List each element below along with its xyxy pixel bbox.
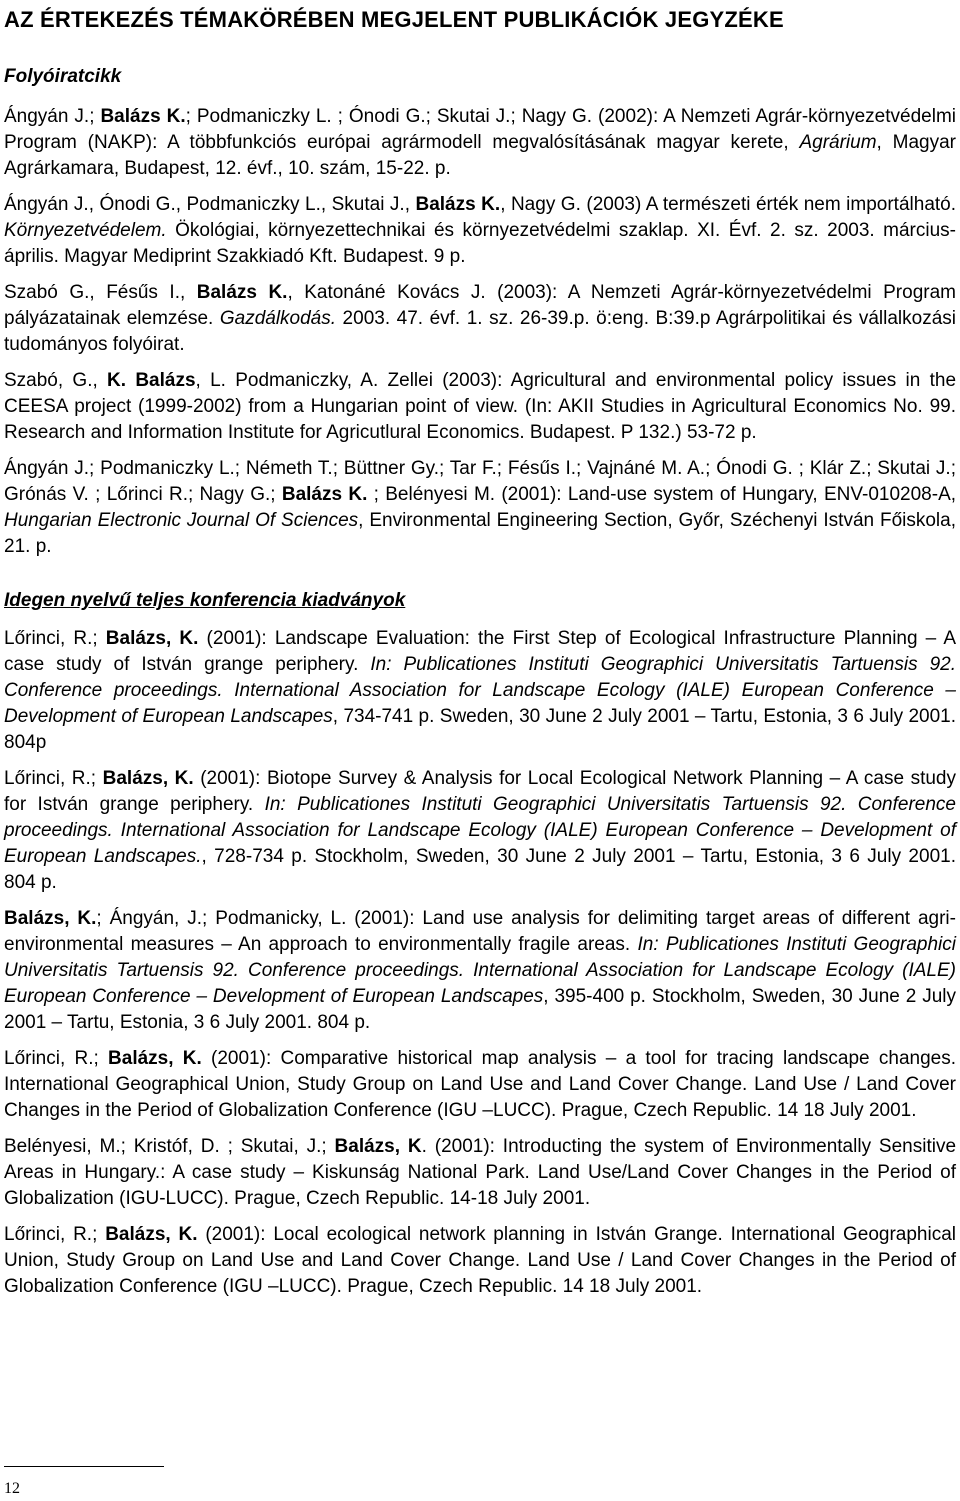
reference-text: , 734-741 p. Sweden, 30 June 2 July 2001 – Tartu, Estonia, 3 6 July 2001. 804p [4, 706, 956, 753]
author-highlight: Balázs K. [196, 282, 288, 303]
reference-text: Lőrinci, R.; [4, 628, 106, 649]
reference-text: ; Belényesi M. (2001): Land-use system of Hungary, ENV-010208-A, [367, 484, 957, 505]
reference-entry [4, 1134, 956, 1212]
reference-text: Lőrinci, R.; [4, 1224, 106, 1245]
author-highlight: Balázs K. [100, 106, 186, 127]
page-title: AZ ÉRTEKEZÉS TÉMAKÖRÉBEN MEGJELENT PUBLIKÁCIÓK JEGYZÉKE [4, 7, 784, 32]
publication-title: Hungarian Electronic Journal Of Sciences [4, 510, 359, 531]
section-heading-conference-proceedings: Idegen nyelvű teljes konferencia kiadványok [4, 590, 406, 611]
author-highlight: Balázs K. [281, 484, 368, 505]
document-page [4, 6, 956, 1310]
publication-title: In: Publicationes Instituti Geographici Universitatis Tartuensis 92. Conference proceedings. International Association for Landscape Ecology (IALE) European Conference – Development of European Landscapes [4, 934, 956, 1007]
reference-entry [4, 456, 956, 560]
author-highlight: Balázs, K. [108, 1048, 202, 1069]
reference-text: (2001): Landscape Evaluation: the First Step of Ecological Infrastructure Planning – A case study of István grange periphery. [4, 628, 956, 675]
author-highlight: Balázs, K. [105, 1224, 198, 1245]
reference-text: (2001): Comparative historical map analysis – a tool for tracing landscape changes. International Geographical Union, Study Group on Land Use and Land Cover Change. Land Use / Land Cover Changes in the Period of Globalization Conference (IGU –LUCC). Prague, Czech Republic. 14 18 July 2001. [4, 1048, 956, 1121]
reference-text: , Nagy G. (2003) A természeti érték nem importálható. [500, 194, 957, 215]
reference-text: , Environmental Engineering Section, Győr, Széchenyi István Főiskola, 21. p. [4, 510, 956, 557]
reference-text: Szabó, G., [4, 370, 108, 391]
reference-text: Belényesi, M.; Kristóf, D. ; Skutai, J.; [4, 1136, 335, 1157]
reference-entry [4, 280, 956, 358]
author-highlight: Balázs, K. [102, 768, 194, 789]
publication-title: In: Publicationes Instituti Geographici Universitatis Tartuensis 92. Conference proceedings. International Association for Landscape Ecology (IALE) European Conference – Development of European Landscapes. [4, 794, 956, 867]
reference-text: Szabó G., Fésűs I., [4, 282, 197, 303]
reference-text: , Magyar Agrárkamara, Budapest, 12. évf., 10. szám, 15-22. p. [4, 132, 956, 179]
reference-text: , L. Podmaniczky, A. Zellei (2003): Agricultural and environmental policy issues in the CEESA project (1999-2002) from a Hungarian point of view. (In: AKII Studies in Agricultural Economics No. 99. Research and Information Institute for Agricutlural Economics. Budapest. P 132.) 53-72 p. [4, 370, 957, 443]
reference-text: (2001): Local ecological network planning in István Grange. International Geographical Union, Study Group on Land Use and Land Cover Change. Land Use / Land Cover Changes in the Period of Globalization Conference (IGU –LUCC). Prague, Czech Republic. 14 18 July 2001. [4, 1224, 956, 1297]
reference-text: , 395-400 p. Stockholm, Sweden, 30 June 2 July 2001 – Tartu, Estonia, 3 6 July 2001. 804 p. [4, 986, 956, 1033]
publication-title: Gazdálkodás. [219, 308, 337, 329]
reference-text: , Katonáné Kovács J. (2003): A Nemzeti Agrár-környezetvédelmi Program pályázatainak elemzése. [4, 282, 956, 329]
reference-entry [4, 626, 956, 756]
reference-text: . (2001): Introducting the system of Environmentally Sensitive Areas in Hungary.: A case study – Kiskunság National Park. Land Use/Land Cover Changes in the Period of Globalization (IGU-LUCC). Prague, Czech Republic. 14-18 July 2001. [4, 1136, 957, 1209]
reference-text: Ángyán J., Ónodi G., Podmaniczky L., Skutai J., [4, 194, 416, 215]
reference-entry [4, 104, 956, 182]
section-heading-journal-articles: Folyóiratcikk [4, 66, 122, 87]
reference-entry [4, 192, 956, 270]
footer-divider [4, 1466, 164, 1467]
author-highlight: Balázs, K [334, 1136, 422, 1157]
reference-text: Lőrinci, R.; [4, 768, 103, 789]
author-highlight: Balázs, K. [4, 908, 97, 929]
reference-entry [4, 368, 956, 446]
reference-text: (2001): Biotope Survey & Analysis for Local Ecological Network Planning – A case study for István grange periphery. [4, 768, 956, 815]
conference-proceedings-list [4, 626, 956, 1300]
journal-articles-list [4, 104, 956, 560]
publication-title: Környezetvédelem. [4, 220, 167, 241]
reference-text: , 728-734 p. Stockholm, Sweden, 30 June 2 July 2001 – Tartu, Estonia, 3 6 July 2001. 804 p. [4, 846, 956, 893]
reference-entry [4, 1222, 956, 1300]
author-highlight: Balázs K. [415, 194, 501, 215]
reference-entry [4, 1046, 956, 1124]
reference-entry [4, 906, 956, 1036]
publication-title: In: Publicationes Instituti Geographici Universitatis Tartuensis 92. Conference proceedings. International Association for Landscape Ecology (IALE) European Conference – Development of European Landscapes [4, 654, 957, 727]
reference-text: ; Podmaniczky L. ; Ónodi G.; Skutai J.; Nagy G. (2002): A Nemzeti Agrár-környezetvédelmi Program (NAKP): A többfunkciós európai agrármodell megvalósításának magyar kerete, [4, 106, 956, 153]
publication-title: Agrárium [799, 132, 877, 153]
page-footer [0, 1466, 960, 1501]
reference-text: Lőrinci, R.; [4, 1048, 109, 1069]
reference-text: ; Ángyán, J.; Podmanicky, L. (2001): Land use analysis for delimiting target areas of different agri-environmental measures – An approach to environmentally fragile areas. [4, 908, 956, 955]
reference-text: Ángyán J.; [4, 106, 101, 127]
author-highlight: Balázs, K. [105, 628, 199, 649]
reference-text: Ángyán J.; Podmaniczky L.; Németh T.; Büttner Gy.; Tar F.; Fésűs I.; Vajnáné M. A.; Ónodi G. ; Klár Z.; Skutai J.; Grónás V. ; Lőrinci R.; Nagy G.; [4, 458, 956, 505]
page-number: 12 [4, 1480, 20, 1497]
author-highlight: K. Balázs [107, 370, 196, 391]
reference-text: 2003. 47. évf. 1. sz. 26-39.p. ö:eng. B:39.p Agrárpolitikai és vállalkozási tudományos folyóirat. [4, 308, 957, 355]
reference-entry [4, 766, 956, 896]
reference-text: Ökológiai, környezettechnikai és környezetvédelmi szaklap. XI. Évf. 2. sz. 2003. március-április. Magyar Mediprint Szakkiadó Kft. Budapest. 9 p. [4, 220, 956, 267]
